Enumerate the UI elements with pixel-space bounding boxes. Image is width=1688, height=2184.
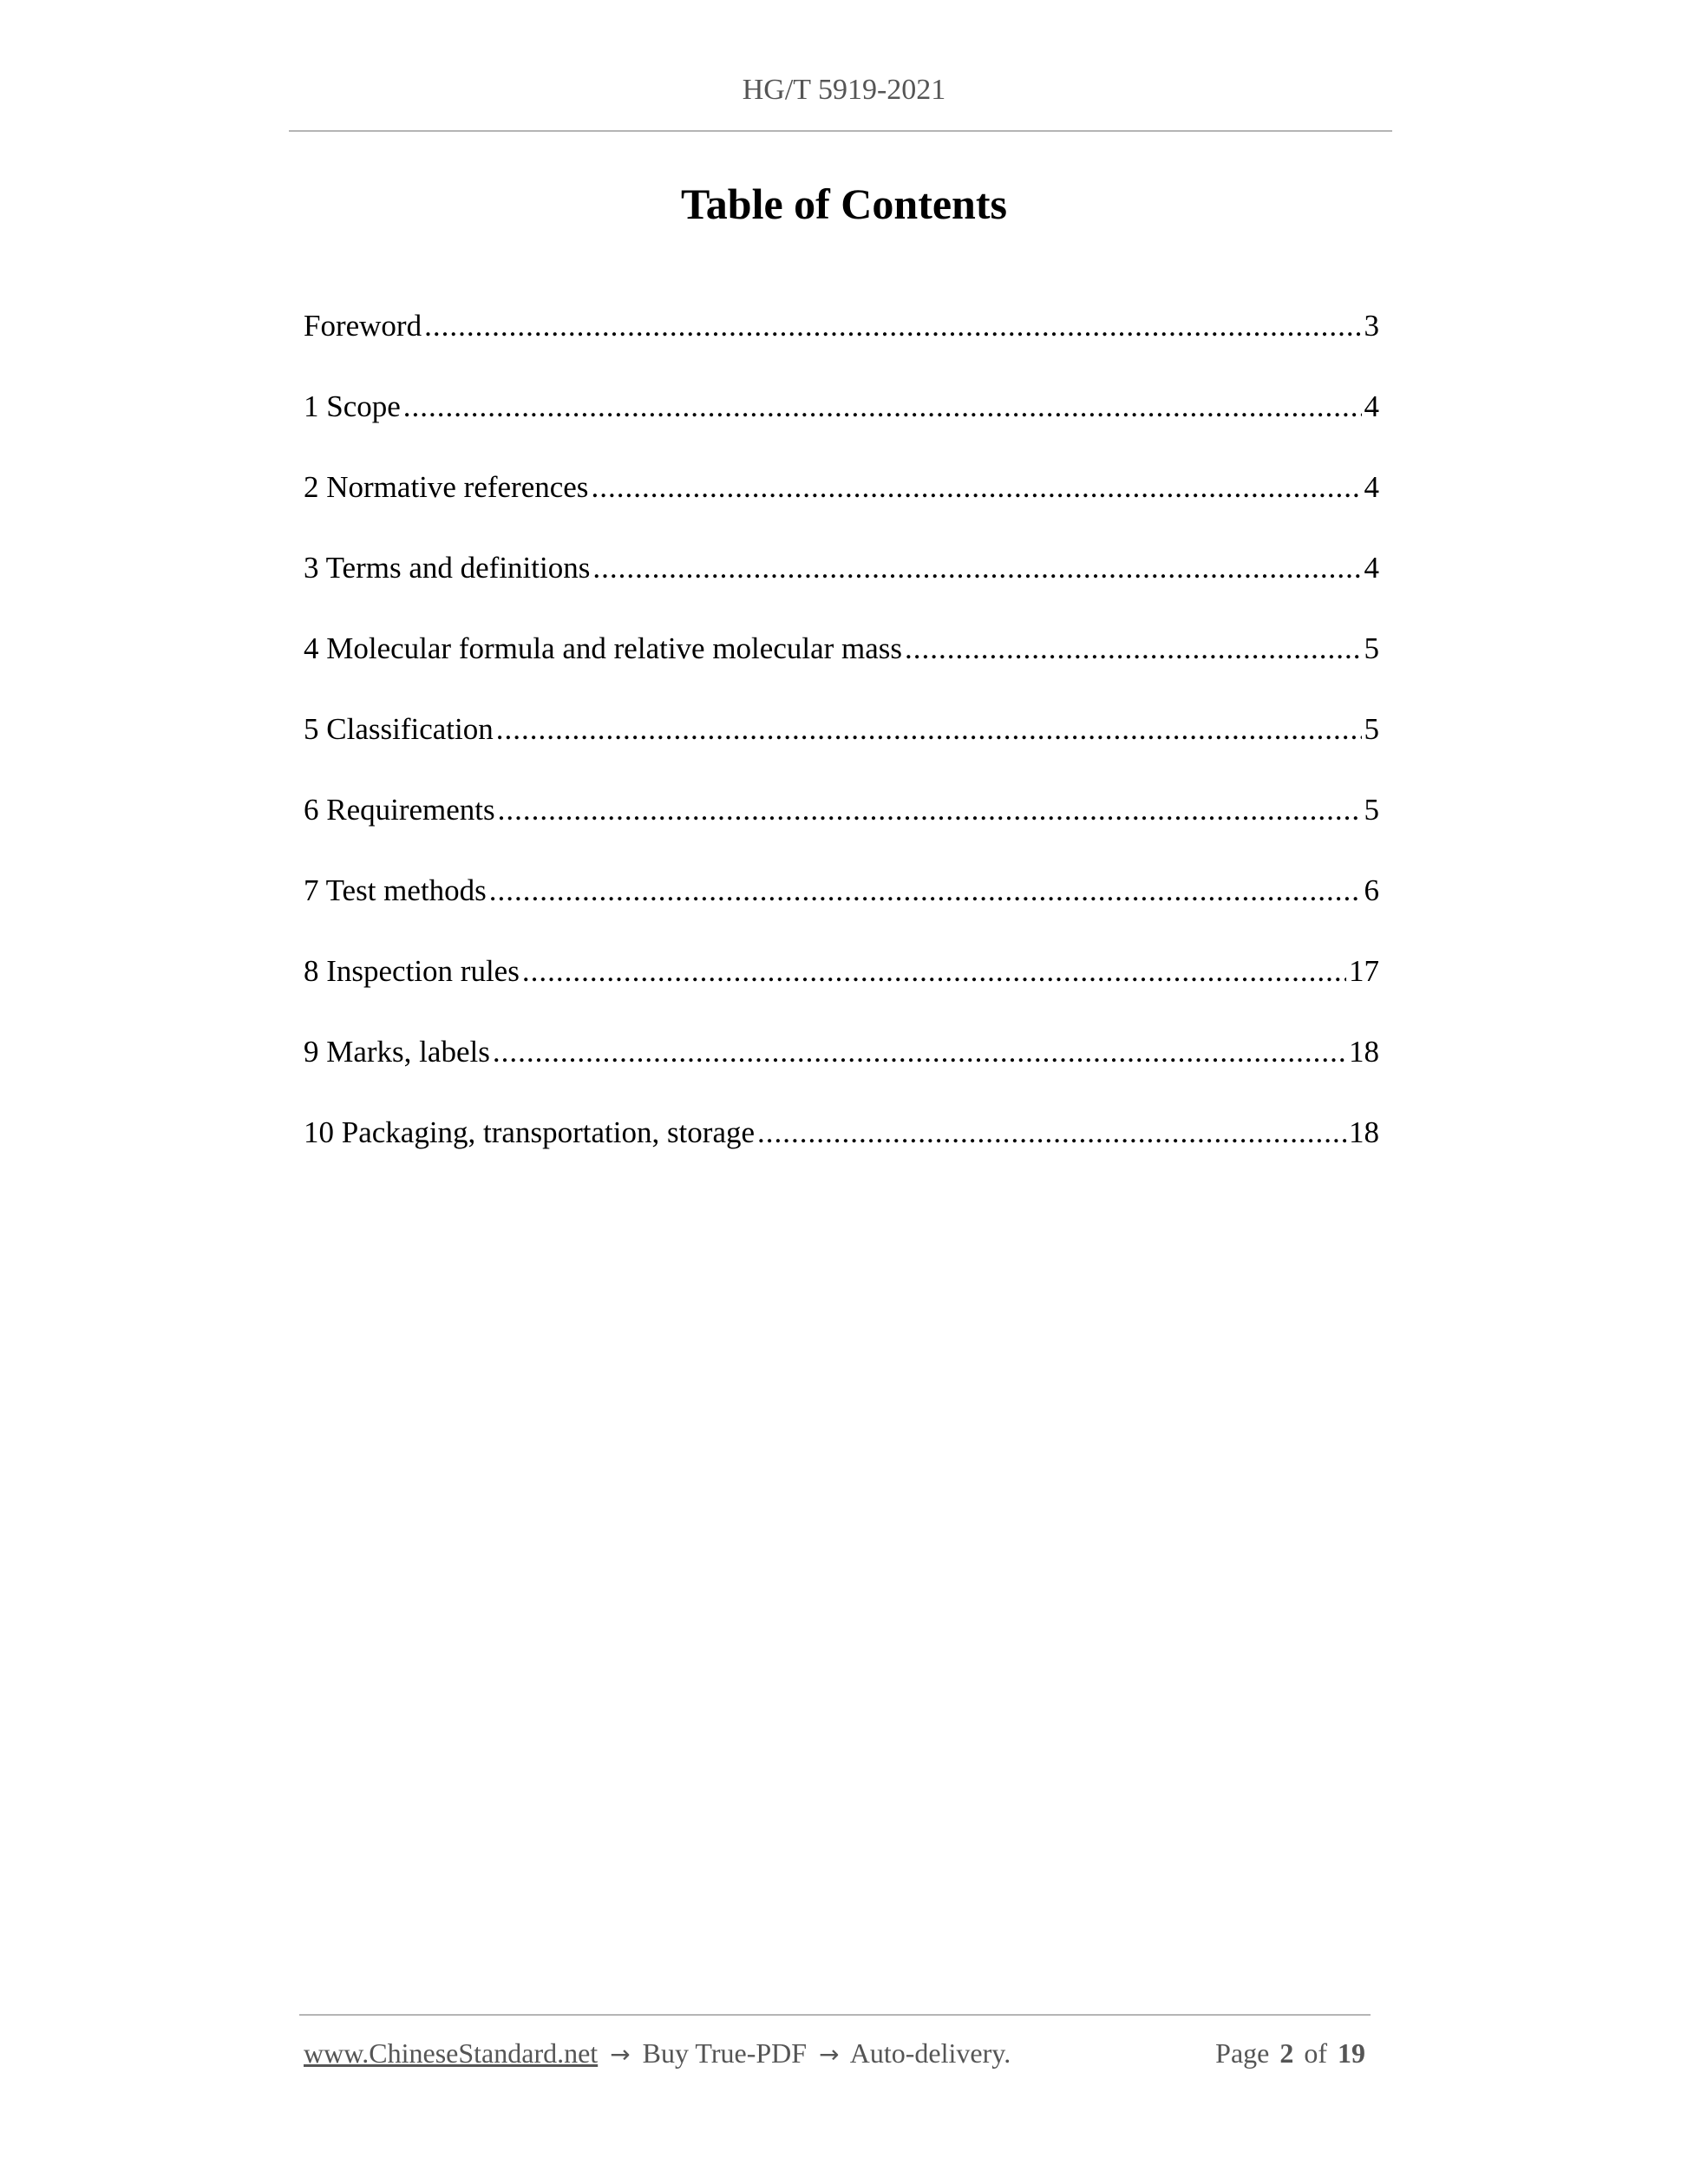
toc-dot-leader: [592, 546, 1361, 591]
toc-entry-label: 9 Marks, labels: [304, 1035, 490, 1069]
toc-entry-terms-and-definitions[interactable]: [304, 546, 1379, 626]
toc-dot-leader: [905, 626, 1361, 671]
toc-entry-label: 4 Molecular formula and relative molecular mass: [304, 631, 903, 665]
toc-entry-page: 5: [1364, 631, 1379, 665]
toc-dot-leader: [496, 707, 1362, 752]
toc-entry-molecular-formula[interactable]: [304, 626, 1379, 707]
toc-entry-inspection-rules[interactable]: [304, 949, 1379, 1030]
toc-entry-page: 4: [1364, 470, 1379, 504]
toc-entry-page: 17: [1349, 954, 1379, 988]
footer-divider: [299, 2014, 1371, 2016]
of-word: of: [1304, 2037, 1327, 2069]
toc-dot-leader: [403, 384, 1362, 429]
toc-entry-marks-labels[interactable]: [304, 1030, 1379, 1110]
toc-entry-label: 1 Scope: [304, 389, 401, 423]
toc-entry-page: 4: [1364, 551, 1379, 585]
toc-entry-packaging[interactable]: [304, 1110, 1379, 1191]
buy-true-pdf-text: Buy True-PDF: [642, 2037, 808, 2069]
toc-entry-label: 6 Requirements: [304, 793, 495, 827]
toc-entry-label: 2 Normative references: [304, 470, 589, 504]
arrow-right-icon: →: [819, 2040, 840, 2069]
toc-dot-leader: [757, 1110, 1346, 1155]
header-doc-number: HG/T 5919-2021: [742, 74, 946, 106]
toc-entry-label: 3 Terms and definitions: [304, 551, 591, 585]
toc-entry-label: 7 Test methods: [304, 873, 487, 907]
current-page-number: 2: [1279, 2037, 1294, 2069]
toc-dot-leader: [493, 1030, 1346, 1075]
toc-dot-leader: [591, 465, 1361, 510]
toc-dot-leader: [424, 304, 1361, 349]
footer-promo: [304, 2034, 1011, 2074]
toc-entry-page: 5: [1364, 712, 1379, 746]
toc-entry-label: 5 Classification: [304, 712, 494, 746]
toc-dot-leader: [489, 868, 1362, 913]
toc-entry-label: Foreword: [304, 309, 422, 343]
total-page-count: 19: [1338, 2037, 1365, 2069]
auto-delivery-text: Auto-delivery.: [849, 2037, 1011, 2069]
toc-dot-leader: [522, 949, 1346, 994]
toc-entry-foreword[interactable]: [304, 304, 1379, 384]
toc-entry-test-methods[interactable]: [304, 868, 1379, 949]
toc-dot-leader: [498, 788, 1362, 833]
footer: [304, 2034, 1371, 2072]
toc-entry-normative-references[interactable]: [304, 465, 1379, 546]
toc-entry-page: 6: [1364, 873, 1379, 907]
toc-entry-label: 10 Packaging, transportation, storage: [304, 1115, 756, 1149]
toc-entry-page: 3: [1364, 309, 1379, 343]
arrow-right-icon: →: [610, 2040, 631, 2069]
toc-entry-label: 8 Inspection rules: [304, 954, 520, 988]
page-title: Table of Contents: [681, 180, 1007, 228]
toc-entry-classification[interactable]: [304, 707, 1379, 788]
toc-entry-page: 4: [1364, 389, 1379, 423]
toc-entry-page: 5: [1364, 793, 1379, 827]
toc-entry-scope[interactable]: [304, 384, 1379, 465]
toc-entry-page: 18: [1349, 1035, 1379, 1069]
website-link[interactable]: www.ChineseStandard.net: [304, 2037, 599, 2069]
page-indicator: [1215, 2034, 1365, 2072]
toc-entry-requirements[interactable]: [304, 788, 1379, 868]
toc-list: [304, 304, 1379, 1191]
page-word: Page: [1215, 2037, 1270, 2069]
toc-entry-page: 18: [1349, 1115, 1379, 1149]
header-divider: [289, 130, 1392, 132]
